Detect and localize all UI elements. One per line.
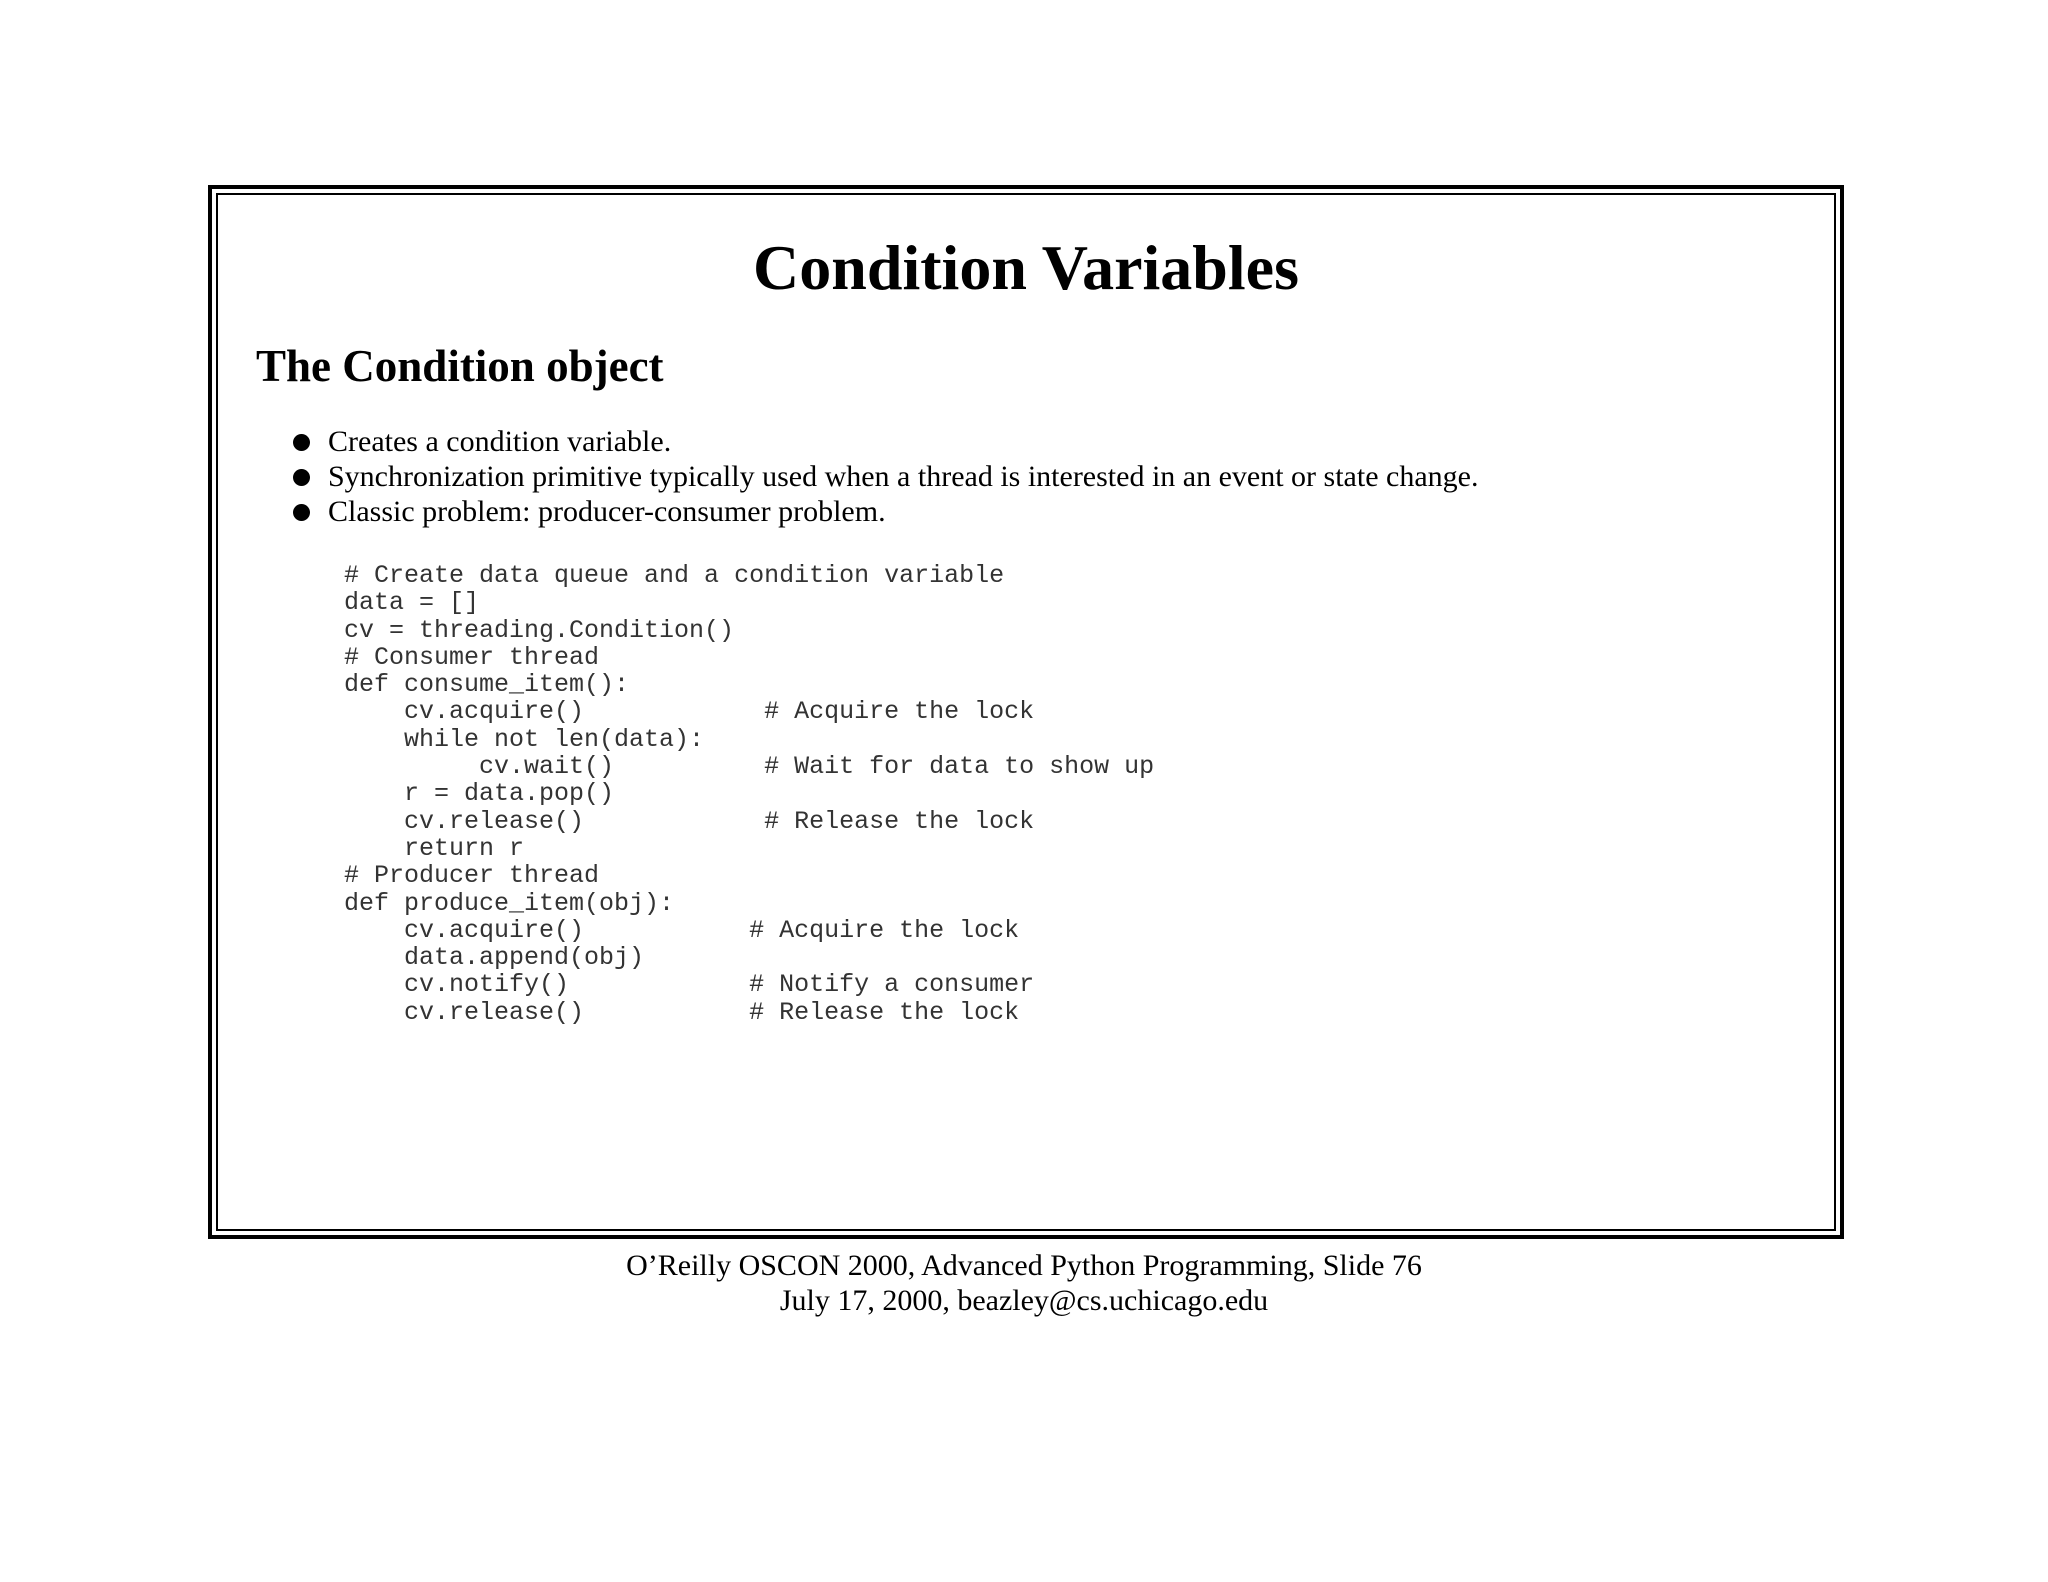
code-line: return r xyxy=(344,833,525,863)
bullet-text: Classic problem: producer-consumer problem. xyxy=(328,495,886,528)
code-line: # Create data queue and a condition variable xyxy=(344,561,1005,590)
bullet-list xyxy=(292,424,1478,529)
code-block xyxy=(344,562,1154,1026)
code-line: data = [] xyxy=(344,588,480,618)
code-line: cv.notify() # Notify a consumer xyxy=(344,970,1035,1000)
code-line: while not len(data): xyxy=(344,724,705,754)
code-line: cv.acquire() # Acquire the lock xyxy=(344,697,1035,727)
code-line: def produce_item(obj): xyxy=(344,888,675,918)
code-line: cv = threading.Condition() xyxy=(344,615,735,645)
code-line: cv.acquire() # Acquire the lock xyxy=(344,915,1020,945)
bullet-item xyxy=(292,424,1478,459)
code-line: # Producer thread xyxy=(344,861,600,891)
section-heading: The Condition object xyxy=(256,341,664,391)
bullet-dot-icon xyxy=(293,504,310,521)
slide-title: Condition Variables xyxy=(753,232,1299,303)
footer-date-email-line: July 17, 2000, beazley@cs.uchicago.edu xyxy=(779,1284,1269,1317)
code-line: def consume_item(): xyxy=(344,670,630,700)
code-line: # Consumer thread xyxy=(344,642,600,672)
code-line: r = data.pop() xyxy=(344,779,615,809)
footer-conference-line: O’Reilly OSCON 2000, Advanced Python Programming, Slide 76 xyxy=(626,1249,1422,1282)
bullet-text: Creates a condition variable. xyxy=(328,425,672,458)
code-line: data.append(obj) xyxy=(344,943,645,973)
code-line: cv.release() # Release the lock xyxy=(344,997,1020,1027)
code-line: cv.release() # Release the lock xyxy=(344,806,1035,836)
bullet-text: Synchronization primitive typically used when a thread is interested in an event or state change. xyxy=(328,460,1479,493)
code-line: cv.wait() # Wait for data to show up xyxy=(344,752,1155,782)
bullet-dot-icon xyxy=(293,434,310,451)
slide-footer xyxy=(0,1248,2048,1318)
bullet-item xyxy=(292,494,1478,529)
bullet-dot-icon xyxy=(293,469,310,486)
bullet-item xyxy=(292,459,1478,494)
